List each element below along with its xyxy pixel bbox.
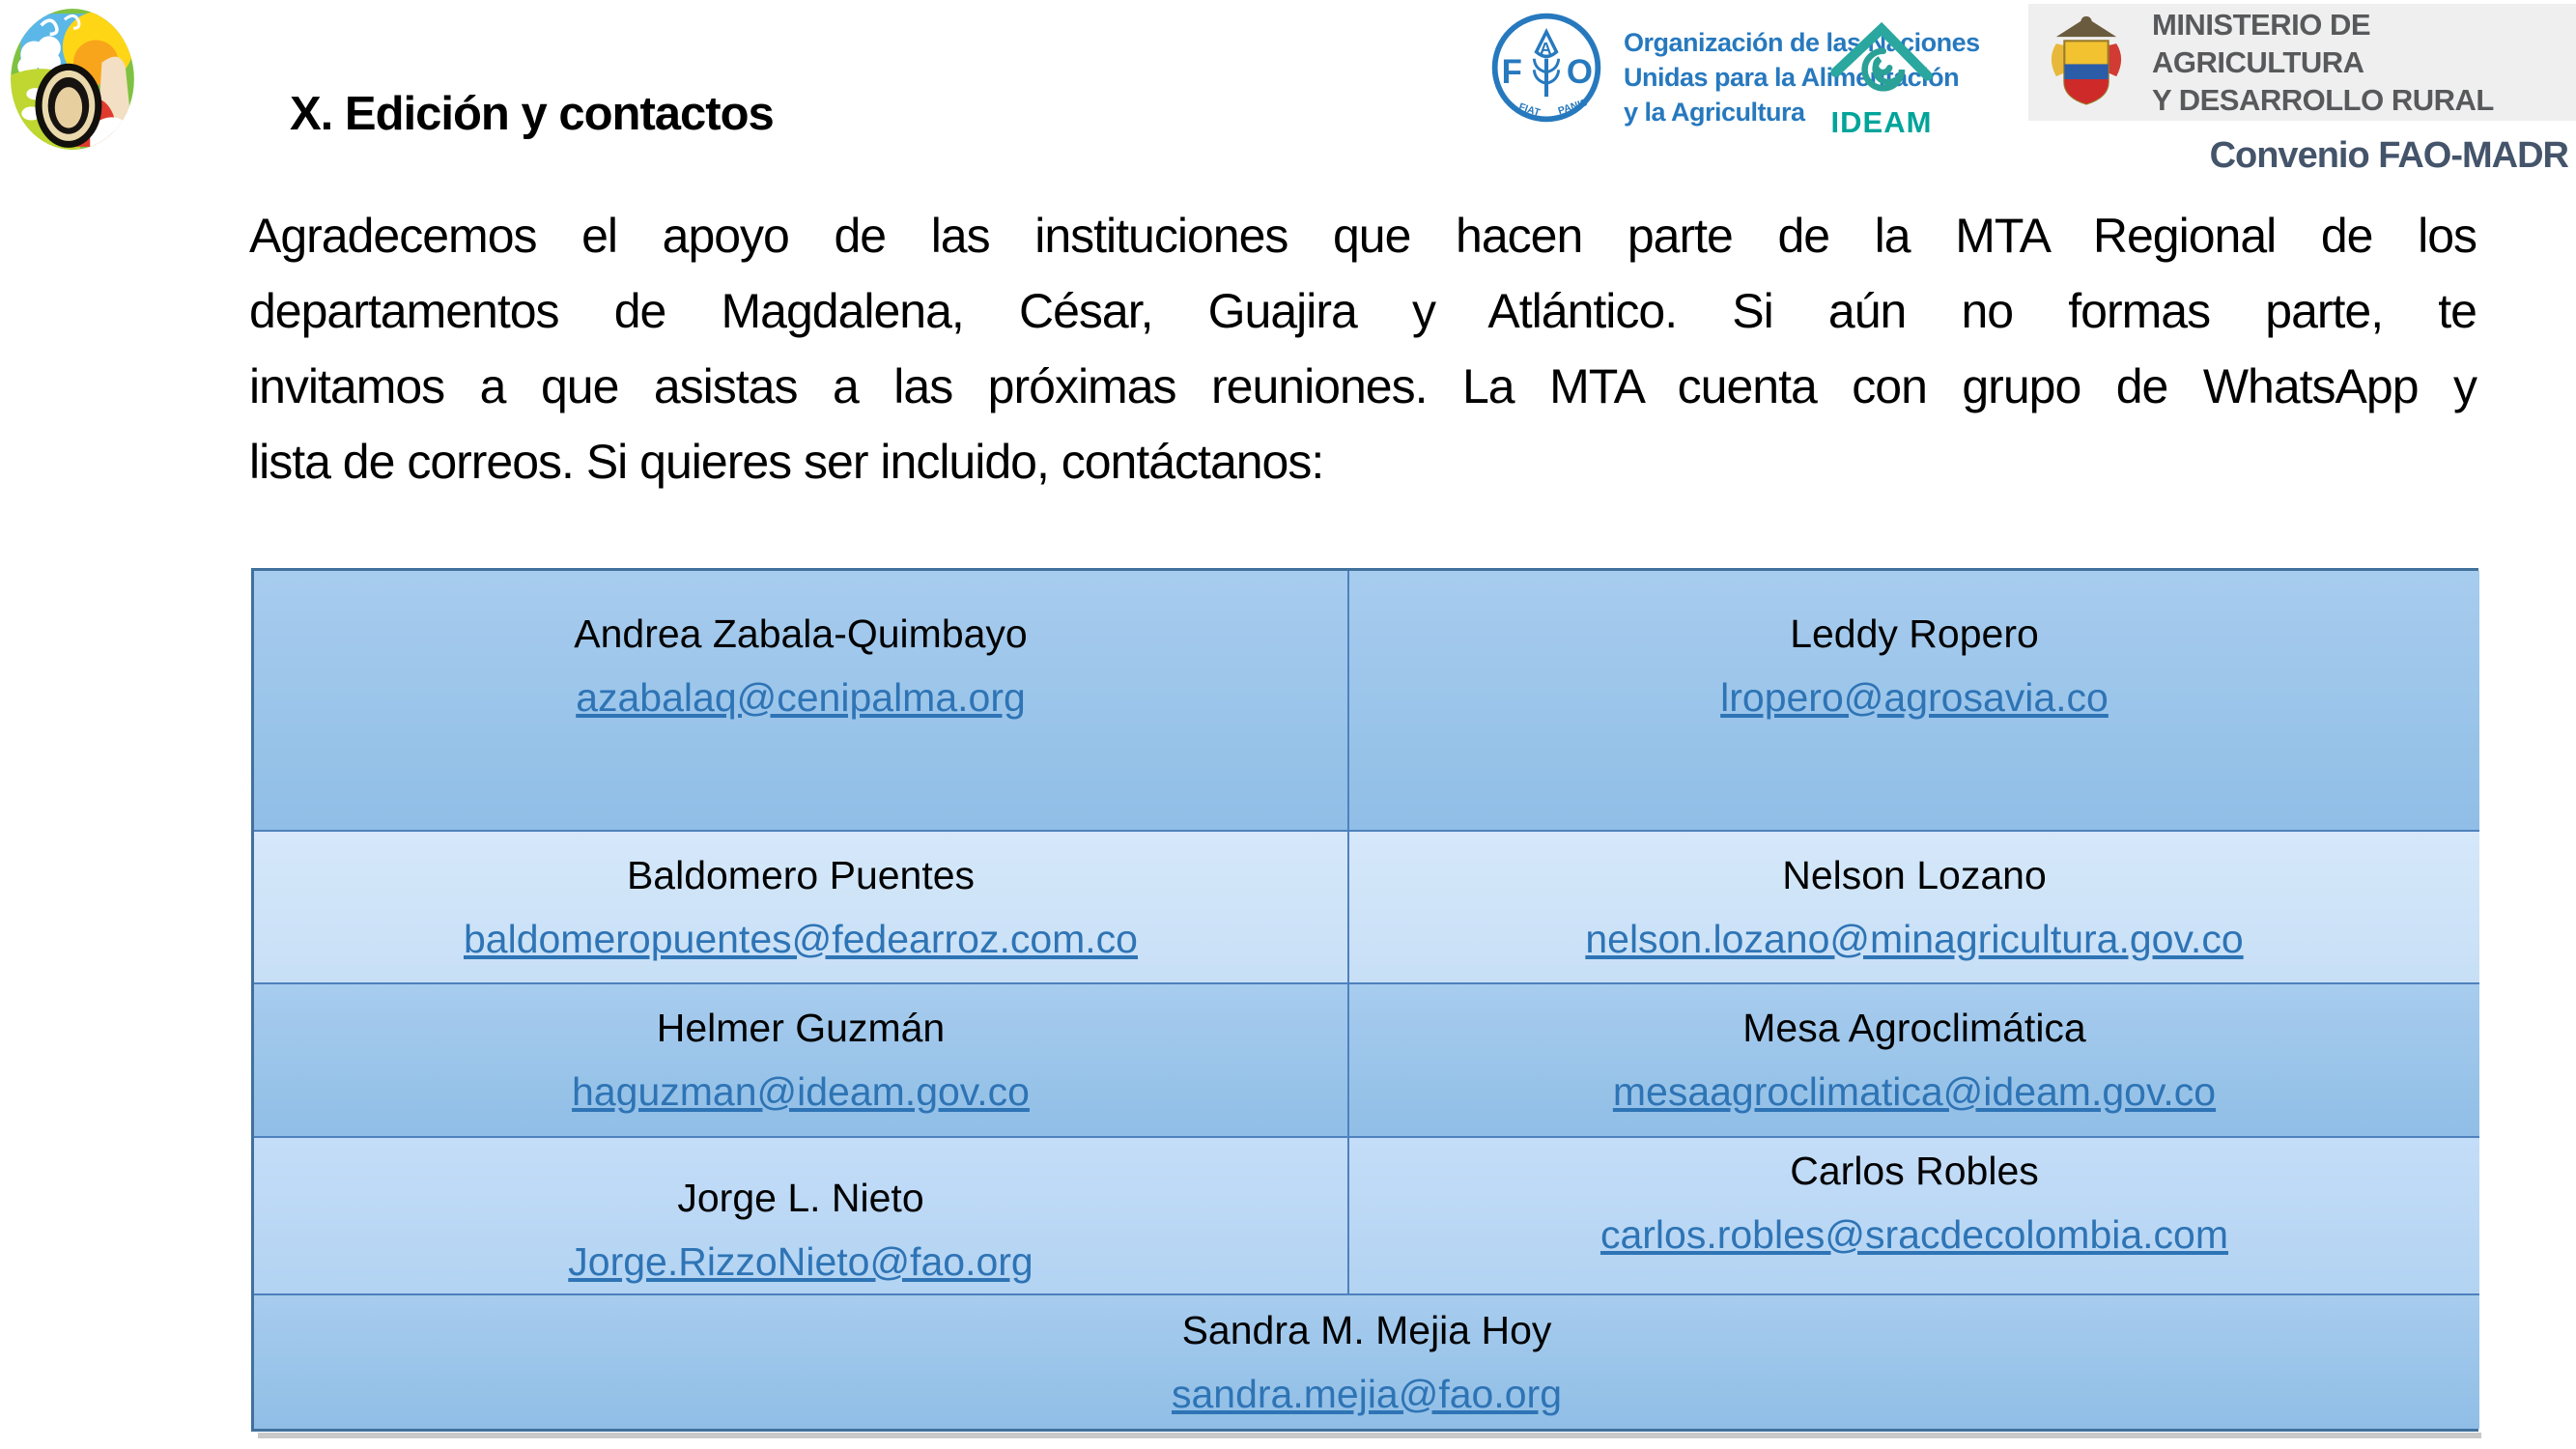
fao-emblem-icon (1490, 12, 1602, 124)
contact-name: Mesa Agroclimática (1742, 1006, 2086, 1050)
contact-name: Sandra M. Mejia Hoy (1181, 1307, 1552, 1352)
contact-cell-merged (254, 1295, 2479, 1429)
contact-email-link[interactable]: baldomeropuentes@fedearroz.com.co (463, 916, 1138, 961)
intro-line: lista de correos. Si quieres ser incluido, contáctanos: (249, 435, 1324, 489)
fao-org-line: Unidas para la Alimentación (1624, 63, 1960, 92)
madr-ministry-name (2152, 6, 2576, 119)
contact-name: Jorge L. Nieto (677, 1176, 924, 1220)
contact-cell (1349, 984, 2479, 1138)
ideam-roof-spiral-icon (1825, 17, 1939, 102)
contact-name: Carlos Robles (1790, 1149, 2039, 1193)
page-title: X. Edición y contactos (290, 88, 774, 140)
svg-text:PANIS: PANIS (1556, 98, 1589, 118)
contact-email-link[interactable]: sandra.mejia@fao.org (1172, 1371, 1562, 1416)
madr-line: MINISTERIO DE AGRICULTURA (2152, 8, 2371, 79)
contact-cell (254, 571, 1349, 832)
ideam-logo-block (1822, 17, 1941, 140)
contact-email-link[interactable]: azabalaq@cenipalma.org (576, 674, 1026, 720)
contact-cell (1349, 832, 2479, 984)
contact-cell (1349, 1138, 2479, 1295)
fao-org-line: y la Agricultura (1624, 98, 1805, 127)
intro-line: invitamos a que asistas a las próximas reuniones. La MTA cuenta con grupo de WhatsApp y (249, 359, 2477, 413)
intro-paragraph (249, 198, 2477, 499)
mta-caribe-logo-icon (8, 6, 137, 153)
fao-org-line: Organización de las Naciones (1624, 28, 1980, 57)
contact-email-link[interactable]: haguzman@ideam.gov.co (572, 1069, 1030, 1114)
svg-text:F: F (1501, 53, 1522, 92)
ideam-wordmark: IDEAM (1830, 105, 1933, 139)
contact-email-link[interactable]: nelson.lozano@minagricultura.gov.co (1585, 916, 2244, 961)
madr-line: Y DESARROLLO RURAL (2152, 83, 2494, 117)
intro-line: departamentos de Magdalena, César, Guajira y Atlántico. Si aún no formas parte, te (249, 284, 2477, 338)
contact-name: Baldomero Puentes (626, 852, 976, 897)
colombia-coat-of-arms-icon (2042, 14, 2131, 112)
contact-cell (254, 832, 1349, 984)
contact-email-link[interactable]: mesaagroclimatica@ideam.gov.co (1612, 1069, 2217, 1114)
contact-name: Andrea Zabala-Quimbayo (574, 611, 1028, 656)
contact-email-link[interactable]: Jorge.RizzoNieto@fao.org (568, 1239, 1033, 1284)
svg-text:A: A (1540, 39, 1552, 59)
contact-name: Leddy Ropero (1790, 611, 2039, 656)
contact-cell (254, 1138, 1349, 1295)
intro-line: Agradecemos el apoyo de las instituciones que hacen parte de la MTA Regional de los (249, 209, 2477, 263)
contact-name: Helmer Guzmán (656, 1006, 946, 1050)
madr-logo-block (2028, 4, 2576, 121)
contact-email-link[interactable]: lropero@agrosavia.co (1720, 674, 2109, 720)
contact-name: Nelson Lozano (1782, 852, 2047, 897)
svg-text:O: O (1566, 53, 1593, 92)
svg-text:FIAT: FIAT (1516, 101, 1542, 119)
convenio-caption: Convenio FAO-MADR (2209, 135, 2568, 176)
contact-cell (254, 984, 1349, 1138)
contact-email-link[interactable]: carlos.robles@sracdecolombia.com (1599, 1212, 2229, 1257)
contact-cell (1349, 571, 2479, 832)
contacts-table (251, 568, 2478, 1432)
